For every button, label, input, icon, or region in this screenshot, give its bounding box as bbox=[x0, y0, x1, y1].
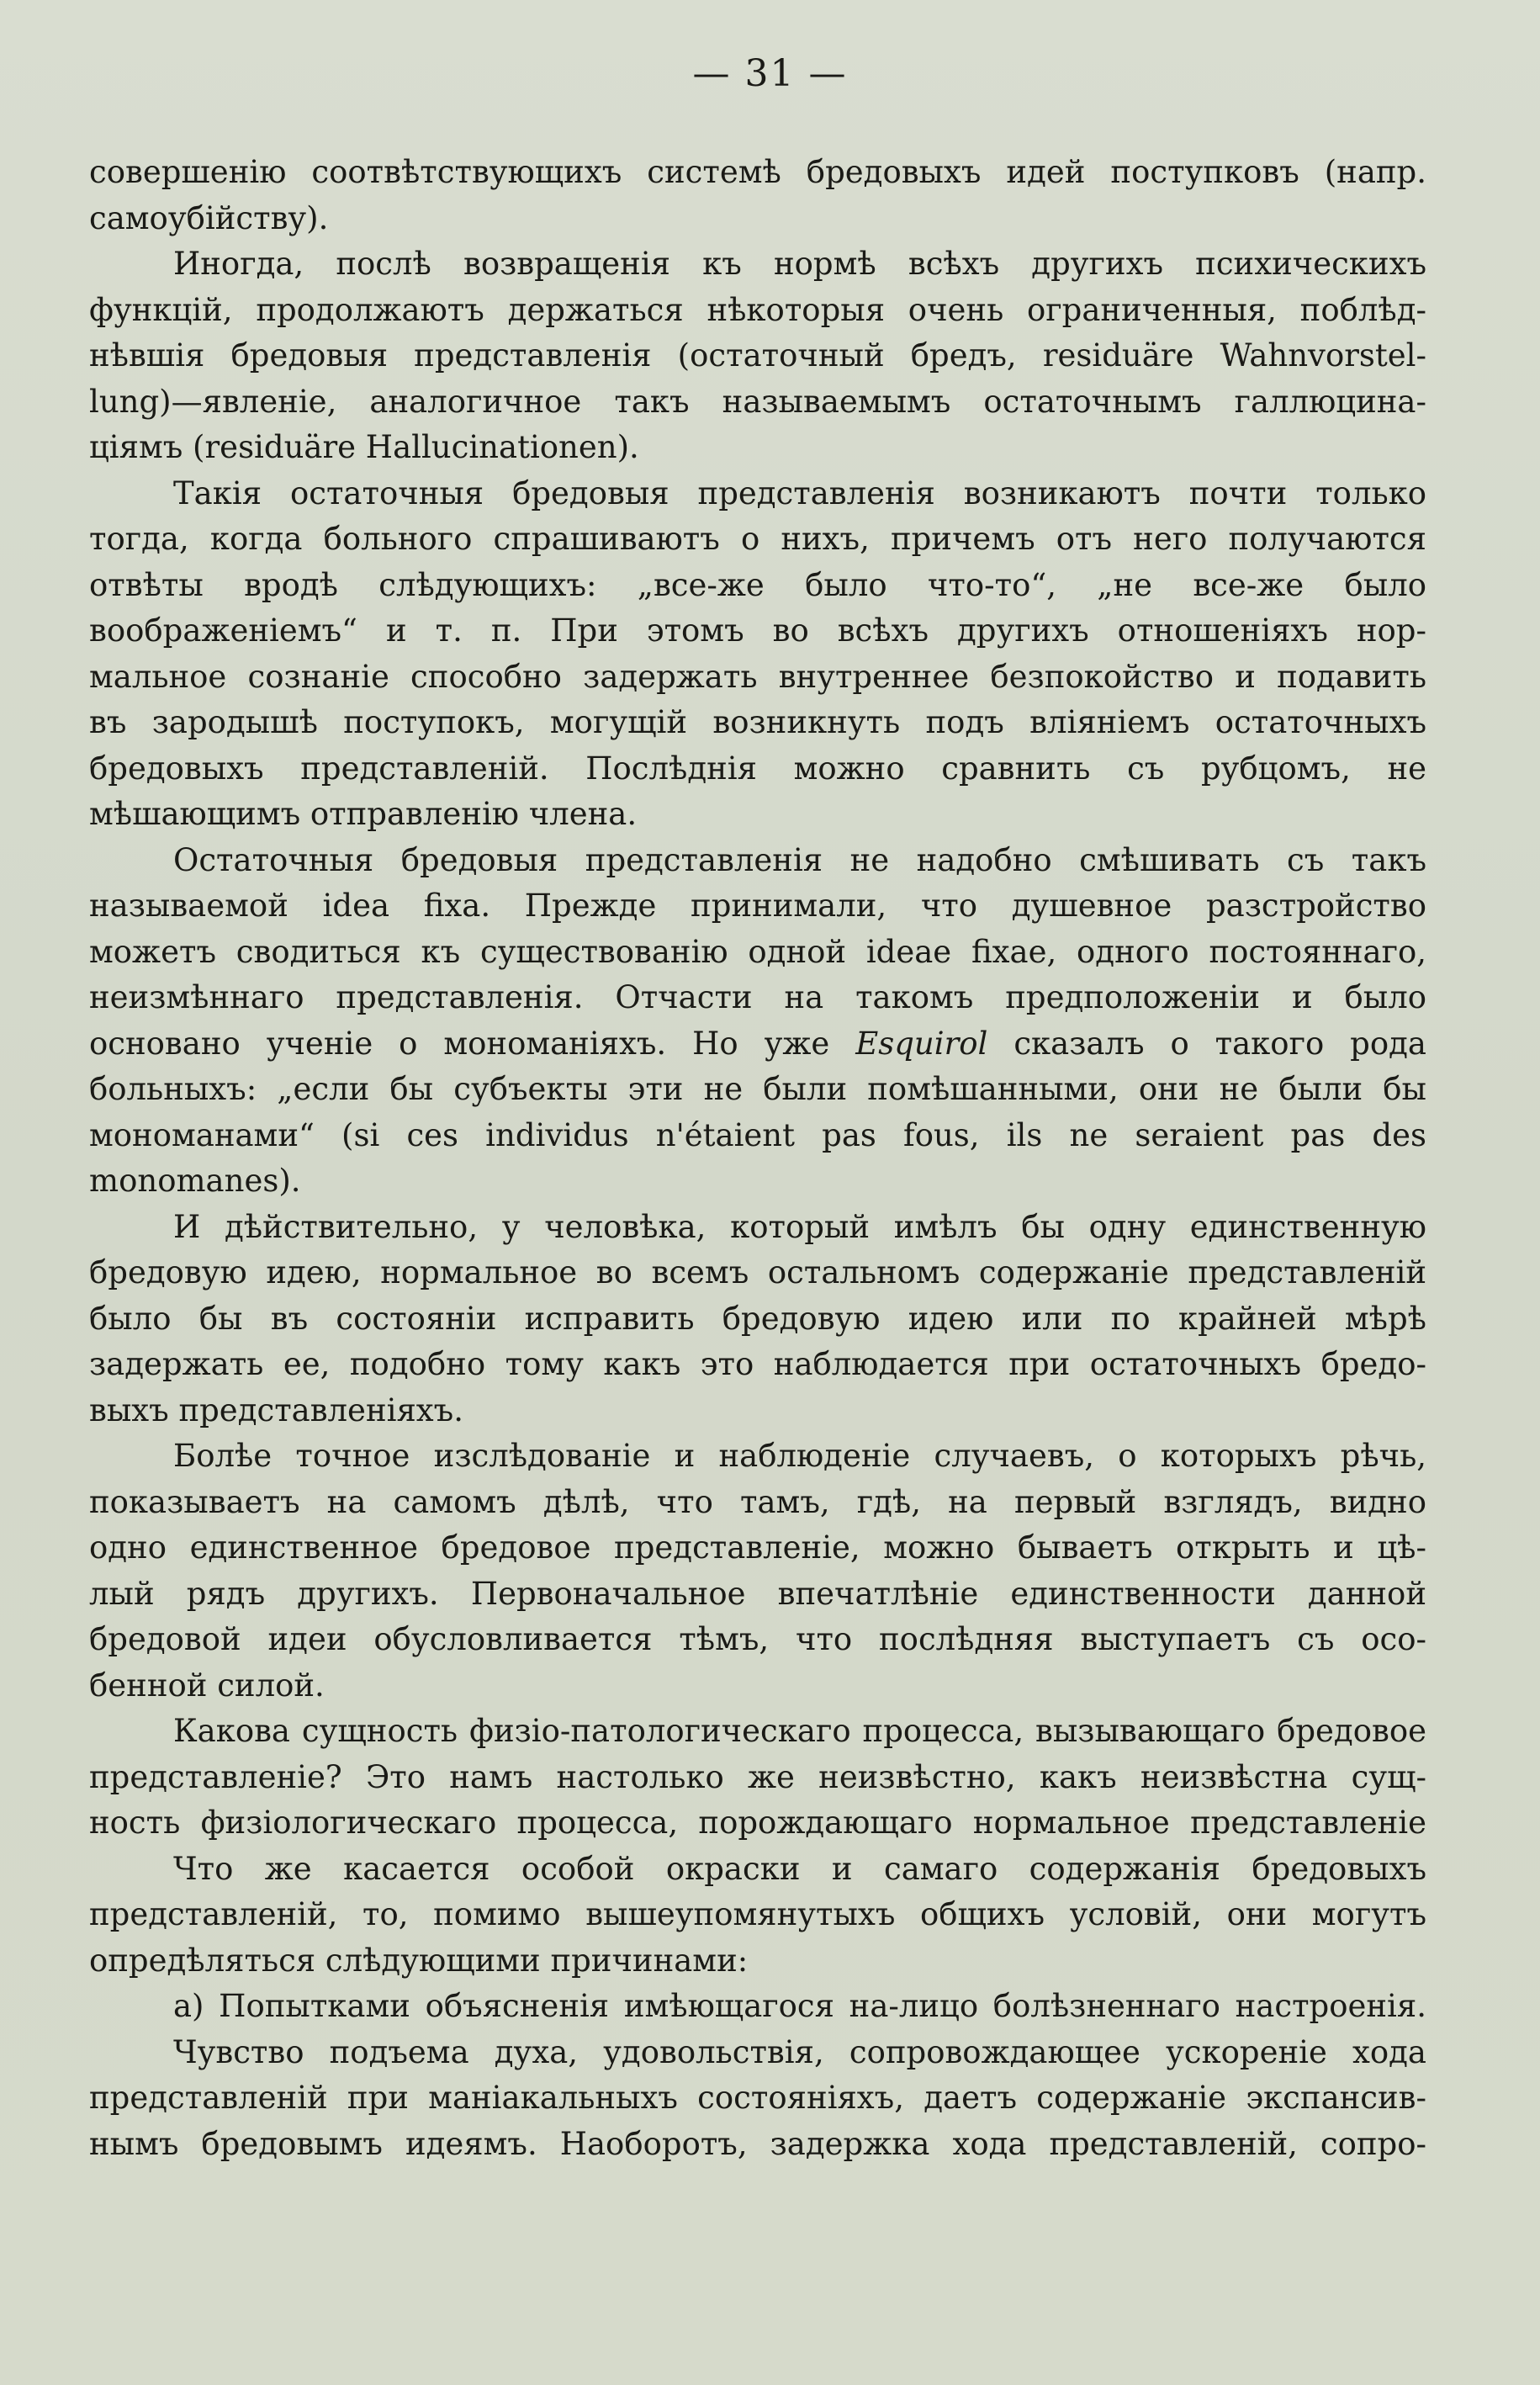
text-line-with-name bbox=[89, 1021, 1426, 1068]
paragraph-start-line: Остаточныя бредовыя представленія не надобно смѣшивать съ такъ bbox=[173, 841, 1426, 878]
author-name-esquirol: Esquirol bbox=[855, 1025, 988, 1062]
text-line: показываетъ на самомъ дѣлѣ, что тамъ, гдѣ, на первый взглядъ, видно bbox=[89, 1483, 1426, 1520]
text-line: воображеніемъ“ и т. п. При этомъ во всѣхъ другихъ отношеніяхъ нор- bbox=[89, 612, 1426, 649]
text-line: совершенію соотвѣтствующихъ системѣ бредовыхъ идей поступковъ (напр. bbox=[89, 154, 1426, 190]
text-line: бредовую идею, нормальное во всемъ остальномъ содержаніе представленій bbox=[89, 1254, 1426, 1291]
text-line: представленіе? Это намъ настолько же неизвѣстно, какъ неизвѣстна сущ- bbox=[89, 1758, 1426, 1795]
text-line: нѣвшія бредовыя представленія (остаточный бредъ, residuäre Wahnvorstel- bbox=[89, 337, 1426, 374]
text-line: въ зародышѣ поступокъ, могущій возникнуть подъ вліяніемъ остаточныхъ bbox=[89, 704, 1426, 740]
text-line: ность физіологическаго процесса, порождающаго нормальное представленіе bbox=[89, 1805, 1426, 1841]
paragraph-start-line: Болѣе точное изслѣдованіе и наблюденіе случаевъ, о которыхъ рѣчь, bbox=[173, 1438, 1426, 1474]
text-line: мальное сознаніе способно задержать внутреннее безпокойство и подавить bbox=[89, 658, 1426, 695]
text-line: monomanes). bbox=[89, 1163, 301, 1199]
text-line: одно единственное бредовое представленіе, можно бываетъ открыть и цѣ- bbox=[89, 1529, 1426, 1566]
text-line: можетъ сводиться къ существованію одной ideae fixae, одного постояннаго, bbox=[89, 933, 1426, 970]
text-line: бенной силой. bbox=[89, 1667, 325, 1704]
text-line: тогда, когда больного спрашиваютъ о нихъ, причемъ отъ него получаются bbox=[89, 521, 1426, 557]
paragraph-start-line: Чувство подъема духа, удовольствія, сопровождающее ускореніе хода bbox=[173, 2033, 1426, 2070]
text-line: было бы въ состояніи исправить бредовую идею или по крайней мѣрѣ bbox=[89, 1300, 1426, 1337]
text-line: неизмѣннаго представленія. Отчасти на такомъ предположеніи и было bbox=[89, 979, 1426, 1015]
text-line: мѣшающимъ отправленію члена. bbox=[89, 796, 638, 832]
text-line: опредѣляться слѣдующими причинами: bbox=[89, 1942, 749, 1979]
page-number: — 31 — bbox=[692, 52, 848, 95]
body-text bbox=[89, 150, 1426, 2167]
text-line: отвѣты вродѣ слѣдующихъ: „все-же было что-то“, „не все-же было bbox=[89, 566, 1426, 603]
text-line: выхъ представленіяхъ. bbox=[89, 1391, 463, 1428]
paragraph-start-line: Иногда, послѣ возвращенія къ нормѣ всѣхъ другихъ психическихъ bbox=[173, 246, 1426, 282]
paragraph-start-line: И дѣйствительно, у человѣка, который имѣлъ бы одну единственную bbox=[173, 1208, 1426, 1245]
text-line: представленій при маніакальныхъ состояніяхъ, даетъ содержаніе экспансив- bbox=[89, 2080, 1426, 2116]
list-item-a: а) Попытками объясненія имѣющагося на-лицо болѣзненнаго настроенія. bbox=[173, 1988, 1426, 2024]
text-line: ціямъ (residuäre Hallucinationen). bbox=[89, 429, 639, 465]
text-line: больныхъ: „если бы субъекты эти не были помѣшанными, они не были бы bbox=[89, 1071, 1426, 1107]
text-line: мономанами“ (si ces individus n'étaient pas fous, ils ne seraient pas des bbox=[89, 1116, 1426, 1153]
text-line: задержать ее, подобно тому какъ это наблюдается при остаточныхъ бредо- bbox=[89, 1346, 1426, 1382]
text-line: нымъ бредовымъ идеямъ. Наоборотъ, задержка хода представленій, сопро- bbox=[89, 2125, 1426, 2162]
text-line: называемой idea fixa. Прежде принимали, что душевное разстройство bbox=[89, 888, 1426, 924]
text-line: самоубійству). bbox=[89, 199, 329, 236]
paragraph-start-line: Такія остаточныя бредовыя представленія возникаютъ почти только bbox=[173, 474, 1426, 511]
text-fragment: основано ученіе о мономаніяхъ. Но уже bbox=[89, 1025, 830, 1062]
text-fragment: сказалъ о такого рода bbox=[1013, 1025, 1426, 1062]
paragraph-start-line: Что же касается особой окраски и самаго содержанія бредовыхъ bbox=[173, 1850, 1426, 1887]
text-line: бредовой идеи обусловливается тѣмъ, что послѣдняя выступаетъ съ осо- bbox=[89, 1621, 1426, 1657]
text-line: функцій, продолжаютъ держаться нѣкоторыя очень ограниченныя, поблѣд- bbox=[89, 291, 1426, 328]
text-line: lung)—явленіе, аналогичное такъ называемымъ остаточнымъ галлюцина- bbox=[89, 383, 1426, 420]
text-line: бредовыхъ представленій. Послѣднія можно сравнить съ рубцомъ, не bbox=[89, 750, 1426, 787]
text-line: представленій, то, помимо вышеупомянутыхъ общихъ условій, они могутъ bbox=[89, 1896, 1426, 1932]
text-line: лый рядъ другихъ. Первоначальное впечатлѣніе единственности данной bbox=[89, 1575, 1426, 1612]
paragraph-start-line: Какова сущность физіо-патологическаго процесса, вызывающаго бредовое bbox=[173, 1713, 1426, 1749]
